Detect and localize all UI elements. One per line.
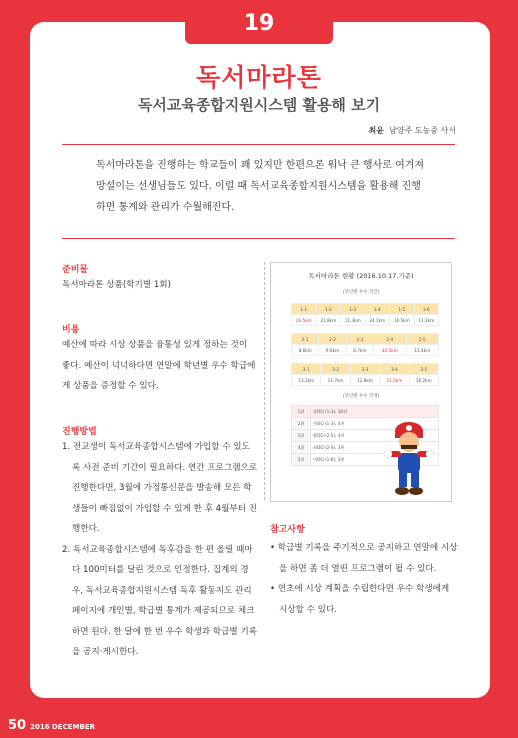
table-cell: 1-3 [341, 304, 366, 315]
table-cell: 21.8km [316, 315, 341, 326]
table-cell: 3-1 [292, 364, 321, 375]
status-title: 독서마라톤 현황 (2016.10.17.기준) [308, 272, 414, 280]
marathon-status-screenshot [270, 262, 452, 502]
table-cell: 2-1 [292, 334, 319, 345]
class-caption: (학년별 우수 학급) [342, 290, 380, 295]
intro-paragraph: 독서마라톤을 진행하는 학교들이 꽤 있지만 한편으론 워낙 큰 행사로 여겨져 망설이는 선생님들도 있다. 이럴 때 독서교육종합지원시스템을 활용해 진행하면 통계와 관리가 수월해진다. [96, 160, 425, 213]
table-cell: 3-5 [409, 364, 438, 375]
table-cell: 26.5km [292, 315, 317, 326]
article-number-tab: 19 [185, 2, 333, 44]
page-subtitle: 독서교육종합지원시스템 활용해 보기 [137, 96, 381, 114]
table-cell: 15.4km [406, 345, 439, 356]
table-cell: 16.2km [409, 375, 438, 386]
student-cell: 황OO (2-5), 4편 [311, 430, 439, 442]
grade3-table [291, 363, 439, 386]
table-cell: 3-4 [380, 364, 409, 375]
page-title: 독서마라톤 [196, 63, 322, 92]
table-cell: 1-1 [292, 304, 317, 315]
table-cell: 3-3 [350, 364, 379, 375]
table-cell: 24.1km [365, 315, 390, 326]
table-cell: 2-4 [374, 334, 406, 345]
student-cell: 최OO (2-4), 3편 [311, 442, 439, 454]
author-line [369, 125, 456, 136]
student-cell: 장OO (1-3), 16편 [311, 406, 439, 418]
grade2-table [291, 333, 439, 356]
prize-heading: 준비물 [62, 265, 89, 275]
table-cell: 2-3 [346, 334, 373, 345]
table-cell: 12.8km [350, 375, 379, 386]
section-divider [62, 238, 455, 239]
table-cell: 1-5 [390, 304, 415, 315]
table-cell: 13.1km [292, 375, 321, 386]
rank-cell: 2위 [292, 418, 311, 430]
table-cell: 1-6 [414, 304, 439, 315]
table-cell: 16.5km [390, 315, 415, 326]
mario-figure-icon [383, 415, 435, 497]
table-cell: 6.7km [346, 345, 373, 356]
table-cell: 9.0km [319, 345, 346, 356]
top-divider [62, 144, 455, 145]
column-separator [264, 262, 265, 500]
table-cell: 2-2 [319, 334, 346, 345]
notes-list [270, 538, 458, 620]
method-heading: 진행방법 [62, 427, 97, 437]
rank-cell: 1위 [292, 406, 311, 418]
method-item-1: 1. 전교생이 독서교육종합시스템에 가입할 수 있도록 사전 준비 기간이 필요하다. 연간 프로그램으로 진행한다면, 3월에 가정통신문을 발송해 모든 학생들이 빠짐없이 가입할 수 있게 한 후 4월부터 진행한다. [62, 442, 258, 534]
table-cell: 11.3km [341, 315, 366, 326]
note-item-2: • 연초에 시상 계획을 수립한다면 우수 학생에게 시상할 수 있다. [270, 584, 450, 615]
table-cell: 40.5km [374, 345, 406, 356]
author-name: 최윤 [368, 126, 384, 135]
table-cell: 8.6km [292, 345, 319, 356]
method-item-2: 2. 독서교육종합시스템에 독후감을 한 편 올릴 때마다 100미터를 달린 것으로 인정한다. 집계의 경우, 독서교육종합지원시스템 독후 활동지도 관리 페이지에 개인별, 학급별 통계가 제공되므로 체크하면 된다. 한 달에 한 번 우수 학생과 학급별 기록을 공지·게시한다. [62, 544, 258, 657]
author-affiliation: 남양주 도농중 사서 [389, 126, 456, 135]
notes-heading: 참고사항 [270, 525, 305, 535]
method-list [62, 437, 258, 663]
note-item-1: • 학급별 기록을 주기적으로 공지하고 연말에 시상을 하면 좀 더 열띤 프로그램이 될 수 있다. [270, 543, 458, 574]
rank-cell: 3위 [292, 430, 311, 442]
rank-cell: 4위 [292, 442, 311, 454]
grade1-table [291, 303, 439, 326]
student-cell: 이OO (1-6), 3편 [311, 454, 439, 466]
table-cell: 22.5km [380, 375, 409, 386]
student-caption: (학년별 우수 학생) [342, 394, 380, 399]
page-footer [8, 714, 95, 733]
issue-date: 2016 DECEMBER [30, 723, 95, 731]
student-cell: 안OO (1-3), 4편 [311, 418, 439, 430]
prize-text: 독서마라톤 상품(학기별 1회) [62, 280, 171, 290]
page-number: 50 [8, 718, 27, 733]
table-cell: 1-4 [365, 304, 390, 315]
cost-text: 예산에 따라 시상 상품을 융통성 있게 정하는 것이 좋다. 예산이 넉넉하다면 연말에 학년별 우수 학급에게 상품을 증정할 수 있다. [62, 340, 256, 391]
table-cell: 2-5 [406, 334, 439, 345]
cost-heading: 비용 [62, 325, 80, 335]
table-cell: 3-2 [321, 364, 350, 375]
table-cell: 11.7km [321, 375, 350, 386]
table-cell: 11.2km [414, 315, 439, 326]
table-cell: 1-2 [316, 304, 341, 315]
rank-cell: 5위 [292, 454, 311, 466]
